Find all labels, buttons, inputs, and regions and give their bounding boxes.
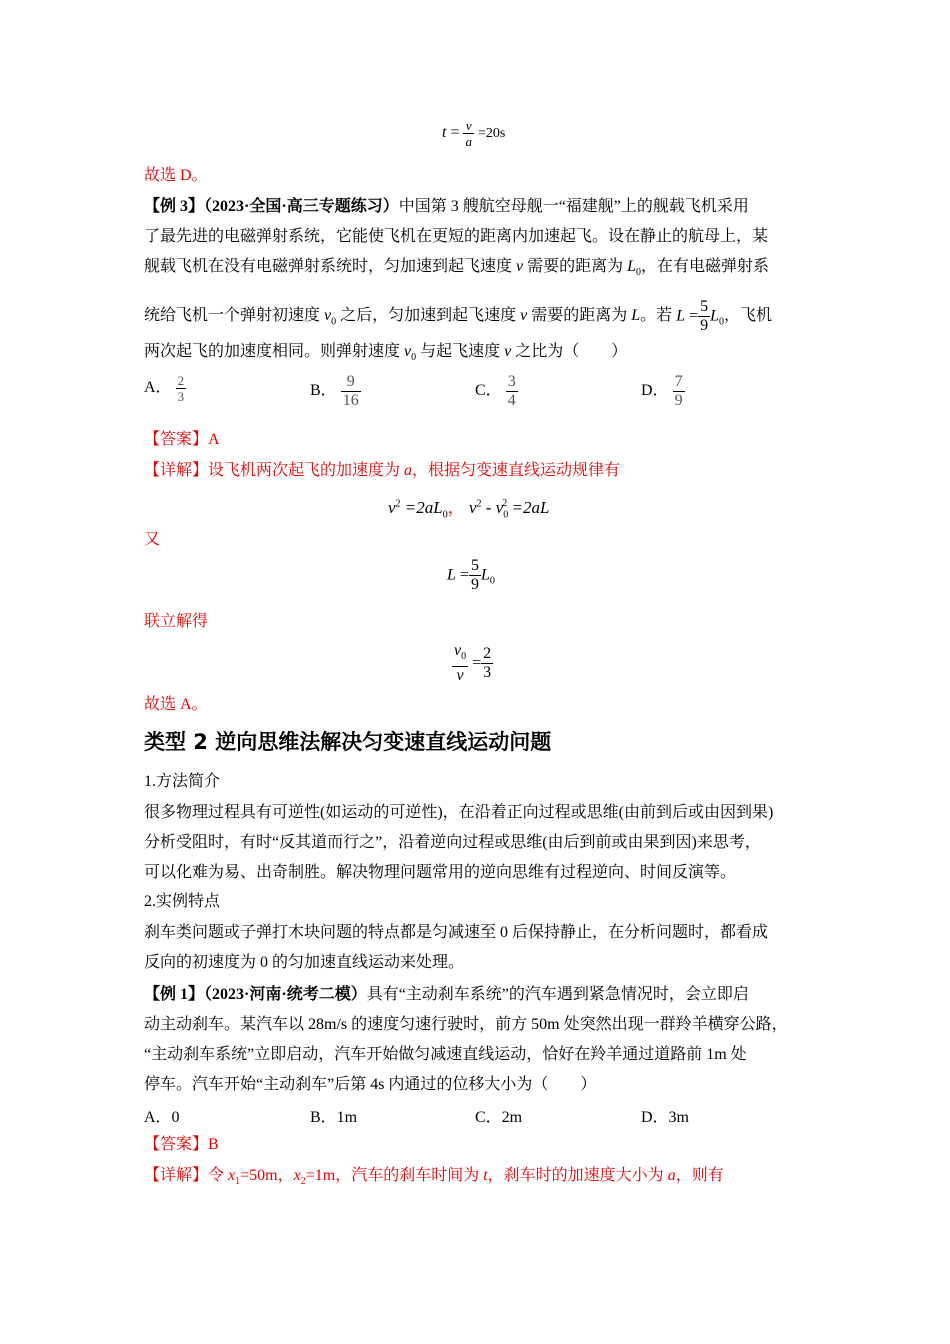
- formula-l-5-9-l0: L = $\frac{5}{9}$ $L_0$: [447, 557, 495, 593]
- feature-line-2: 反向的初速度为 0 的匀加速直线运动来处理。: [144, 954, 465, 971]
- ex1-option-a[interactable]: A．0: [144, 1109, 180, 1126]
- ex3-option-d[interactable]: D． $\frac{7}{9}$: [641, 373, 683, 409]
- ex1-line2: 动主动刹车。某汽车以 28m/s 的速度匀速行驶时，前方 50m 处突然出现一群羚羊横穿公路，: [144, 1016, 788, 1033]
- ex3-line5: 两次起飞的加速度相同。则弹射速度 $v_0$ 与起飞速度 v 之比为（ ）: [144, 343, 628, 364]
- section-heading: 类型 2 逆向思维法解决匀变速直线运动问题: [144, 730, 552, 754]
- method-line-1: 很多物理过程具有可逆性(如运动的可逆性)，在沿着正向过程或思维(由前到后或由因到果): [144, 804, 774, 821]
- ex1-option-d[interactable]: D．3m: [641, 1109, 690, 1126]
- ex1-source: （2023·河南·统考二模）: [204, 986, 367, 1003]
- ex1-option-c[interactable]: C．2m: [475, 1109, 523, 1126]
- ex1-option-b[interactable]: B．1m: [310, 1109, 358, 1126]
- ex3-detail: 【详解】设飞机两次起飞的加速度为 a，根据匀变速直线运动规律有: [144, 462, 621, 479]
- formula-result: =20s: [477, 126, 506, 142]
- ex1-answer: 【答案】B: [144, 1136, 219, 1153]
- fraction-v-over-a: $\frac{v}{a}$: [465, 118, 472, 149]
- ex3-source: （2023·全国·高三专题练习）: [204, 198, 399, 215]
- formula-t-equals: t = $\frac{v}{a}$ =20s: [442, 118, 506, 149]
- ex1-line1: 【例 1】（2023·河南·统考二模）具有“主动刹车系统”的汽车遇到紧急情况时，会立即启: [144, 986, 749, 1003]
- solve-text: 联立解得: [144, 613, 209, 630]
- ex3-tag: 【例 3】: [144, 198, 205, 215]
- ex3-option-c[interactable]: C． $\frac{3}{4}$: [475, 373, 516, 409]
- ex1-line3: “主动刹车系统”立即启动，汽车开始做匀减速直线运动，恰好在羚羊通过道路前 1m 处: [144, 1046, 747, 1063]
- fraction-5-9: $\frac{5}{9}$: [700, 298, 709, 334]
- ex1-tag: 【例 1】: [144, 986, 205, 1003]
- ex3-option-b[interactable]: B． $\frac{9}{16}$: [310, 373, 359, 409]
- ex3-line4: 统给飞机一个弹射初速度 $v_0$ 之后，匀加速到起飞速度 v 需要的距离为 L。若 L = $\frac{5}{9}$ $L_0$，飞机: [144, 298, 773, 334]
- formula-ratio: $\frac{v_0}{v}$ = $\frac{2}{3}$: [454, 642, 492, 685]
- formula-kinematics: $v^2 =2aL_0$， $v^2 - v_0^2 =2aL$: [388, 498, 550, 521]
- formula-var-t: t: [442, 124, 447, 142]
- ex3-line1: 【例 3】（2023·全国·高三专题练习）中国第 3 艘航空母舰一“福建舰”上的舰载飞机采用: [144, 198, 749, 215]
- method-title: 1.方法简介: [144, 773, 221, 790]
- ex3-line2: 了最先进的电磁弹射系统，它能使飞机在更短的距离内加速起飞。设在静止的航母上，某: [144, 228, 769, 245]
- method-line-2: 分析受阻时，有时“反其道而行之”，沿着逆向过程或思维(由后到前或由果到因)来思考，: [144, 834, 761, 851]
- method-line-3: 可以化难为易、出奇制胜。解决物理问题常用的逆向思维有过程逆向、时间反演等。: [144, 864, 737, 881]
- feature-line-1: 刹车类问题或子弹打木块问题的特点都是匀减速至 0 后保持静止，在分析问题时，都看成: [144, 924, 769, 941]
- again-text: 又: [144, 531, 161, 548]
- ex1-line4: 停车。汽车开始“主动刹车”后第 4s 内通过的位移大小为（ ）: [144, 1076, 597, 1093]
- feature-title: 2.实例特点: [144, 893, 221, 910]
- ex3-line3: 舰载飞机在没有电磁弹射系统时，匀加速到起飞速度 v 需要的距离为 $L_0$，在有电磁弹射系: [144, 258, 770, 279]
- choose-d-text: 故选 D。: [144, 167, 208, 184]
- ex1-detail: 【详解】令 $x_1=50m$，$x_2=1m$，汽车的刹车时间为 t，刹车时的加速度大小为 a，则有: [144, 1167, 724, 1188]
- ex3-option-a[interactable]: A． $\frac{2}{3}$: [144, 373, 185, 404]
- choose-a-text: 故选 A。: [144, 696, 208, 713]
- ex3-answer: 【答案】A: [144, 431, 220, 448]
